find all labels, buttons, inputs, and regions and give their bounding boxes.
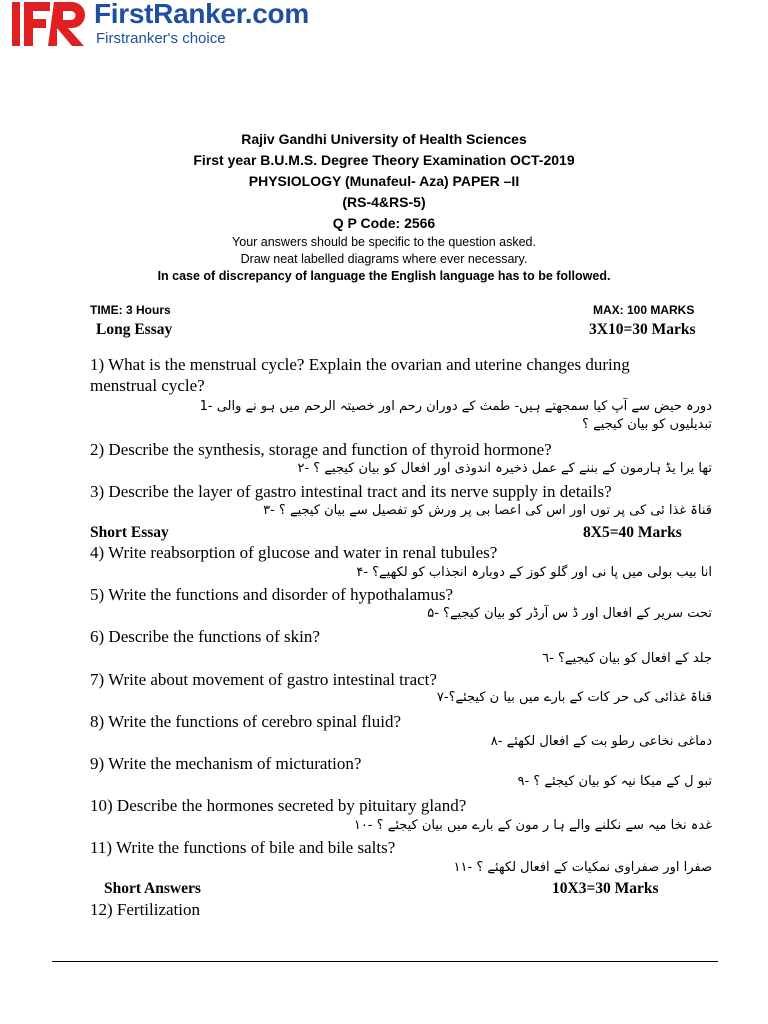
horizontal-divider — [52, 961, 718, 962]
question-2: 2) Describe the synthesis, storage and function of thyroid hormone? — [90, 440, 552, 459]
question-9: 9) Write the mechanism of micturation? — [90, 754, 362, 773]
question-8: 8) Write the functions of cerebro spinal fluid? — [90, 712, 402, 731]
exam-title: First year B.U.M.S. Degree Theory Examination OCT-2019 — [193, 152, 575, 168]
question-4: 4) Write reabsorption of glucose and water in renal tubules? — [90, 543, 498, 562]
question-11-urdu: صفرا اور صفراوی نمکیات کے افعال لکھئے ؟ -۱۱ — [453, 860, 712, 875]
question-1-urdu-line-1: دورہ حیض سے آپ کیا سمجھتے ہیں- طمث کے دوران رحم اور خصیتہ الرحم میں ہو نے والی -1 — [199, 399, 712, 414]
section-marks-long-essay: 3X10=30 Marks — [589, 321, 696, 338]
question-10-urdu: غدہ نخا میہ سے نکلنے والے ہا ر مون کے بارے میں بیان کیجئے ؟ -۱۰ — [353, 818, 712, 833]
brand-tagline: Firstranker's choice — [96, 30, 226, 47]
question-11: 11) Write the functions of bile and bile salts? — [90, 838, 396, 857]
question-5: 5) Write the functions and disorder of hypothalamus? — [90, 585, 453, 604]
question-6: 6) Describe the functions of skin? — [90, 627, 320, 646]
question-7: 7) Write about movement of gastro intestinal tract? — [90, 670, 437, 689]
instruction-2: Draw neat labelled diagrams where ever necessary. — [240, 252, 528, 266]
section-title-short-essay: Short Essay — [90, 524, 169, 541]
question-9-urdu: تبو ل کے میکا نیہ کو بیان کیجئے ؟ -۹ — [517, 774, 712, 789]
question-8-urdu: دماغی نخاعی رطو بت کے افعال لکھئے -۸ — [490, 734, 712, 749]
time-label: TIME: 3 Hours — [90, 303, 171, 317]
question-12: 12) Fertilization — [90, 900, 201, 919]
section-marks-short-essay: 8X5=40 Marks — [583, 524, 682, 541]
paper-title: PHYSIOLOGY (Munafeul- Aza) PAPER –II — [248, 173, 520, 189]
question-1-line-2: menstrual cycle? — [90, 376, 205, 395]
university-name: Rajiv Gandhi University of Health Sciences — [241, 131, 527, 147]
section-title-short-answers: Short Answers — [104, 880, 201, 897]
question-4-urdu: انا بیب بولی میں پا نی اور گلو کوز کے دوبارہ انجذاب کو لکھیے؟ -۴ — [356, 565, 712, 580]
section-marks-short-answers: 10X3=30 Marks — [552, 880, 659, 897]
question-3-urdu: قناۃ غذا ئی کی پر توں اور اس کی اعصا بی پر ورش کو تفصیل سے بیان کیجیے ؟ -۳ — [263, 503, 712, 518]
qp-code: Q P Code: 2566 — [332, 215, 436, 231]
instruction-1: Your answers should be specific to the question asked. — [232, 235, 536, 249]
question-6-urdu: جلد کے افعال کو بیان کیجیے؟ -٦ — [542, 651, 712, 666]
question-5-urdu: تحت سریر کے افعال اور ڈ س آرڈر کو بیان کیجیے؟ -۵ — [427, 606, 712, 621]
question-7-urdu: قناۃ غذائی کی حر کات کے بارے میں بیا ن کیجئے؟-۷ — [436, 690, 712, 705]
question-3: 3) Describe the layer of gastro intestinal tract and its nerve supply in details? — [90, 482, 612, 501]
max-marks-label: MAX: 100 MARKS — [593, 303, 695, 317]
question-10: 10) Describe the hormones secreted by pituitary gland? — [90, 796, 467, 815]
question-1-line-1: 1) What is the menstrual cycle? Explain the ovarian and uterine changes during — [90, 355, 630, 374]
scheme: (RS-4&RS-5) — [342, 194, 426, 210]
brand-name: FirstRanker.com — [94, 0, 309, 29]
instruction-3: In case of discrepancy of language the English language has to be followed. — [157, 269, 611, 283]
question-1-urdu-line-2: تبدیلیوں کو بیان کیجیے ؟ — [582, 417, 712, 432]
firstranker-logo[interactable] — [12, 2, 342, 48]
question-2-urdu: تھا یرا یڈ ہارمون کے بننے کے عمل ذخیرہ اندوذی اور افعال کو بیان کیجیے ؟ -۲ — [297, 461, 712, 476]
section-title-long-essay: Long Essay — [96, 321, 173, 338]
firstranker-logo-icon — [12, 2, 88, 46]
